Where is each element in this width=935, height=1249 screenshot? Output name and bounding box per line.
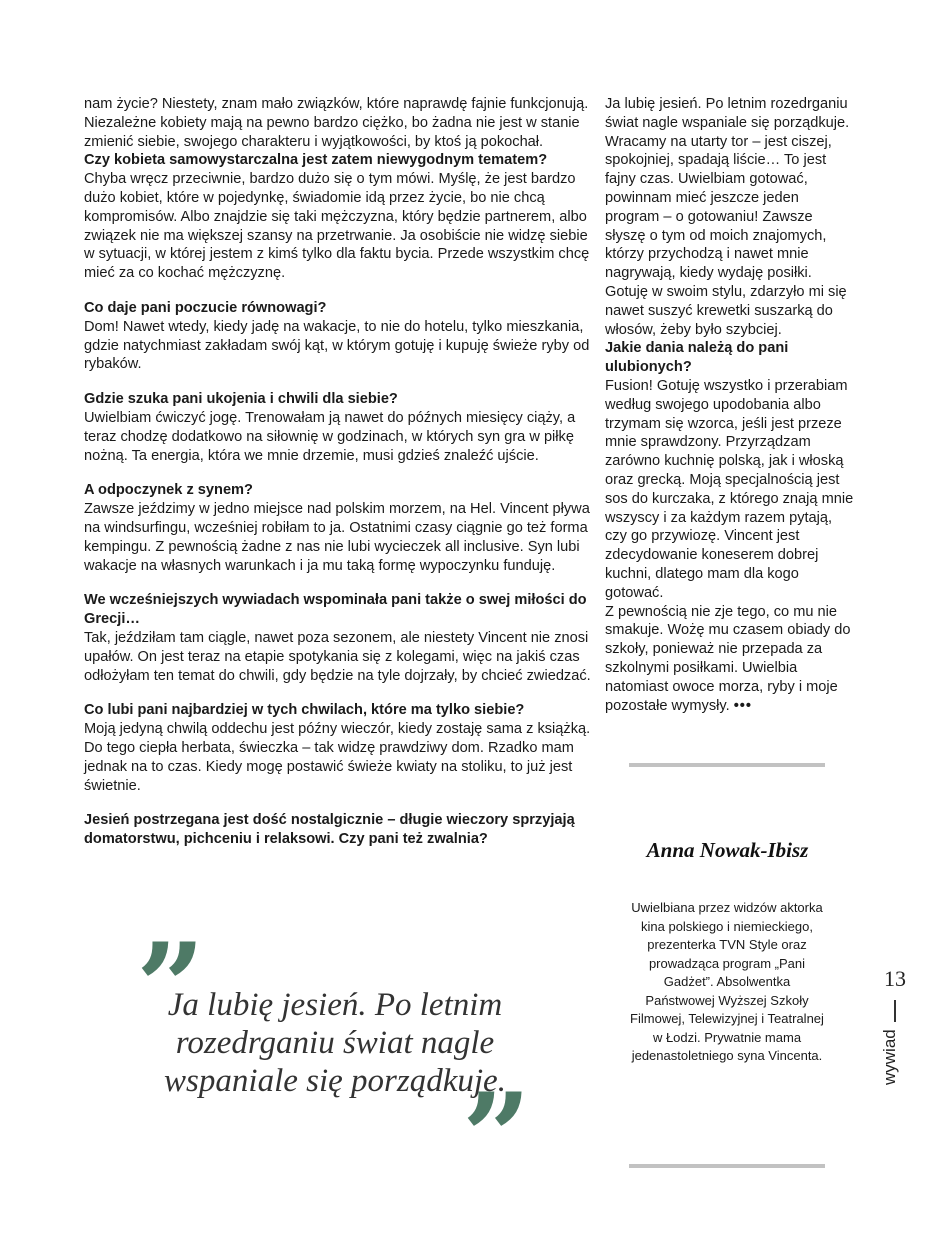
answer-paragraph: Chyba wręcz przeciwnie, bardzo dużo się o tym mówi. Myślę, że jest bardzo dużo kobiet, które w pojedynkę, świadomie idą przez życie, bo nie chcą kompromisów. Albo znajdzie się taki mężczyzna, który będzie partnerem, albo związek nie ma większej szansy na przetrwanie. Ja osobiście nie widzę siebie w sytuacji, w której jestem z kimś tylko dla faktu bycia. Przede wszystkim chcę mieć za co kochać mężczyznę. (84, 171, 590, 282)
question-heading: We wcześniejszych wywiadach wspominała pani także o swej miłości do Grecji… (84, 592, 587, 628)
question-heading: Co daje pani poczucie równowagi? (84, 299, 327, 316)
question-heading: A odpoczynek z synem? (84, 482, 253, 499)
question-heading-last: Jesień postrzegana jest dość nostalgicznie – długie wieczory sprzyjają domatorstwu, pichceniu i relaksowi. Czy pani też zwalnia? (84, 812, 575, 848)
answer-paragraph-end (605, 603, 855, 716)
bio-name: Anna Nowak-Ibisz (646, 838, 809, 862)
qa-block (84, 481, 592, 575)
qa-block (84, 390, 592, 465)
article-right-column (605, 95, 855, 715)
intro-paragraph: nam życie? Niestety, znam mało związków, które naprawdę fajnie funkcjonują. Niezależne kobiety mają na pewno bardzo ciężko, bo żadna nie jest w stanie zmienić siebie, swojego charakteru i wyjątkowości, by ktoś ją pokochał. (84, 96, 589, 150)
question-heading: Gdzie szuka pani ukojenia i chwili dla siebie? (84, 391, 398, 408)
answer-paragraph: Ja lubię jesień. Po letnim rozedrganiu świat nagle wspaniale się porządkuje. Wracamy na utarty tor – jest ciszej, spokojniej, spadają liście… To jest fajny czas. Uwielbiam gotować, powinnam mieć jeszcze jeden program – o gotowaniu! Zawsze słyszę o tym od moich znajomych, którzy przychodzą i nawet mnie nagrywają, kiedy wydaję posiłki. Gotuję w swoim stylu, zdarzyło mi się nawet suszyć krewetki suszarką do włosów, żeby było szybciej. (605, 96, 850, 338)
answer-paragraph: Dom! Nawet wtedy, kiedy jadę na wakacje, to nie do hotelu, tylko mieszkania, gdzie natychmiast zakładam swój kąt, w którym gotuję i kupuję świeże ryby od rybaków. (84, 318, 590, 373)
article-left-column (84, 95, 592, 849)
answer-paragraph: Moją jedyną chwilą oddechu jest późny wieczór, kiedy zostaję sama z książką. Do tego ciepła herbata, świeczka – tak widzę prawdziwy dom. Rzadko mam jednak na to czas. Kiedy mogę postawić świeże kwiaty na stoliku, to już jest świetnie. (84, 721, 591, 794)
bio-description: Uwielbiana przez widzów aktorka kina polskiego i niemieckiego, prezenterka TVN Style oraz prowadząca program „Pani Gadżet”. Absolwentka Państwowej Wyższej Szkoły Filmowej, Telewizyjnej i Teatralnej w Łodzi. Prywatnie mama jedenastoletniego syna Vincenta. (630, 900, 824, 1063)
answer-paragraph: Tak, jeździłam tam ciągle, nawet poza sezonem, ale niestety Vincent nie znosi upałów. On jest teraz na etapie spotykania się z kolegami, więc na jakiś czas odłożyłam ten temat do chwili, gdy będzie na tyle dojrzały, by chcieć zwiedzać. (84, 629, 591, 684)
close-quote-icon: ” (462, 1067, 526, 1208)
page-number-rule (894, 1000, 896, 1022)
section-label: wywiad (880, 1029, 899, 1086)
open-quote-icon: ” (136, 917, 200, 1058)
question-heading: Jakie dania należą do pani ulubionych? (605, 340, 789, 376)
qa-block (84, 701, 592, 795)
qa-block (84, 591, 592, 685)
qa-block (84, 299, 592, 374)
answer-paragraph: Uwielbiam ćwiczyć jogę. Trenowałam ją nawet do późnych miesięcy ciąży, a teraz chodzę dodatkowo na siłownię w godzinach, w których syn gra w piłkę nożną. Ta energia, która we mnie drzemie, musi gdzieś znaleźć ujście. (84, 409, 576, 464)
question-heading: Co lubi pani najbardziej w tych chwilach, które ma tylko siebie? (84, 702, 525, 719)
pull-quote: Ja lubię jesień. Po letnim rozedrganiu świat nagle wspaniale się porządkuje. (164, 987, 506, 1099)
divider-bottom (629, 1164, 825, 1168)
divider-top (629, 763, 825, 767)
answer-paragraph: Fusion! Gotuję wszystko i przerabiam według swojego upodobania albo trzymam się wzorca, jeśli jest przeze mnie sprawdzony. Przyrządzam zarówno kuchnię polską, jak i włoską oraz grecką. Moją specjalnością jest sos do kurczaka, z którego znają mnie wszyscy i za każdym razem pytają, czy go przywiozę. Vincent jest zdecydowanie koneserem dobrej kuchni, dlatego mam dla kogo gotować. (605, 377, 854, 601)
answer-paragraph: Zawsze jeździmy w jedno miejsce nad polskim morzem, na Hel. Vincent pływa na windsurfingu, wcześniej robiłam to ja. Ostatnimi czasy ciągnie go też forma kempingu. Z pewnością żadne z nas nie lubi wycieczek all inclusive. Syn lubi wakacje na własnych warunkach i ja mu taką formę wypoczynku funduję. (84, 501, 590, 574)
end-mark: ••• (733, 697, 753, 714)
question-heading: Czy kobieta samowystarczalna jest zatem niewygodnym tematem? (84, 152, 548, 169)
qa-block (84, 151, 592, 283)
page-number: 13 (884, 966, 906, 991)
answer-text: Z pewnością nie zje tego, co mu nie smakuje. Wożę mu czasem obiady do szkoły, ponieważ nie przepada za szkolnymi posiłkami. Uwielbia natomiast owoce morza, ryby i moje pozostałe wymysły. (605, 603, 851, 714)
